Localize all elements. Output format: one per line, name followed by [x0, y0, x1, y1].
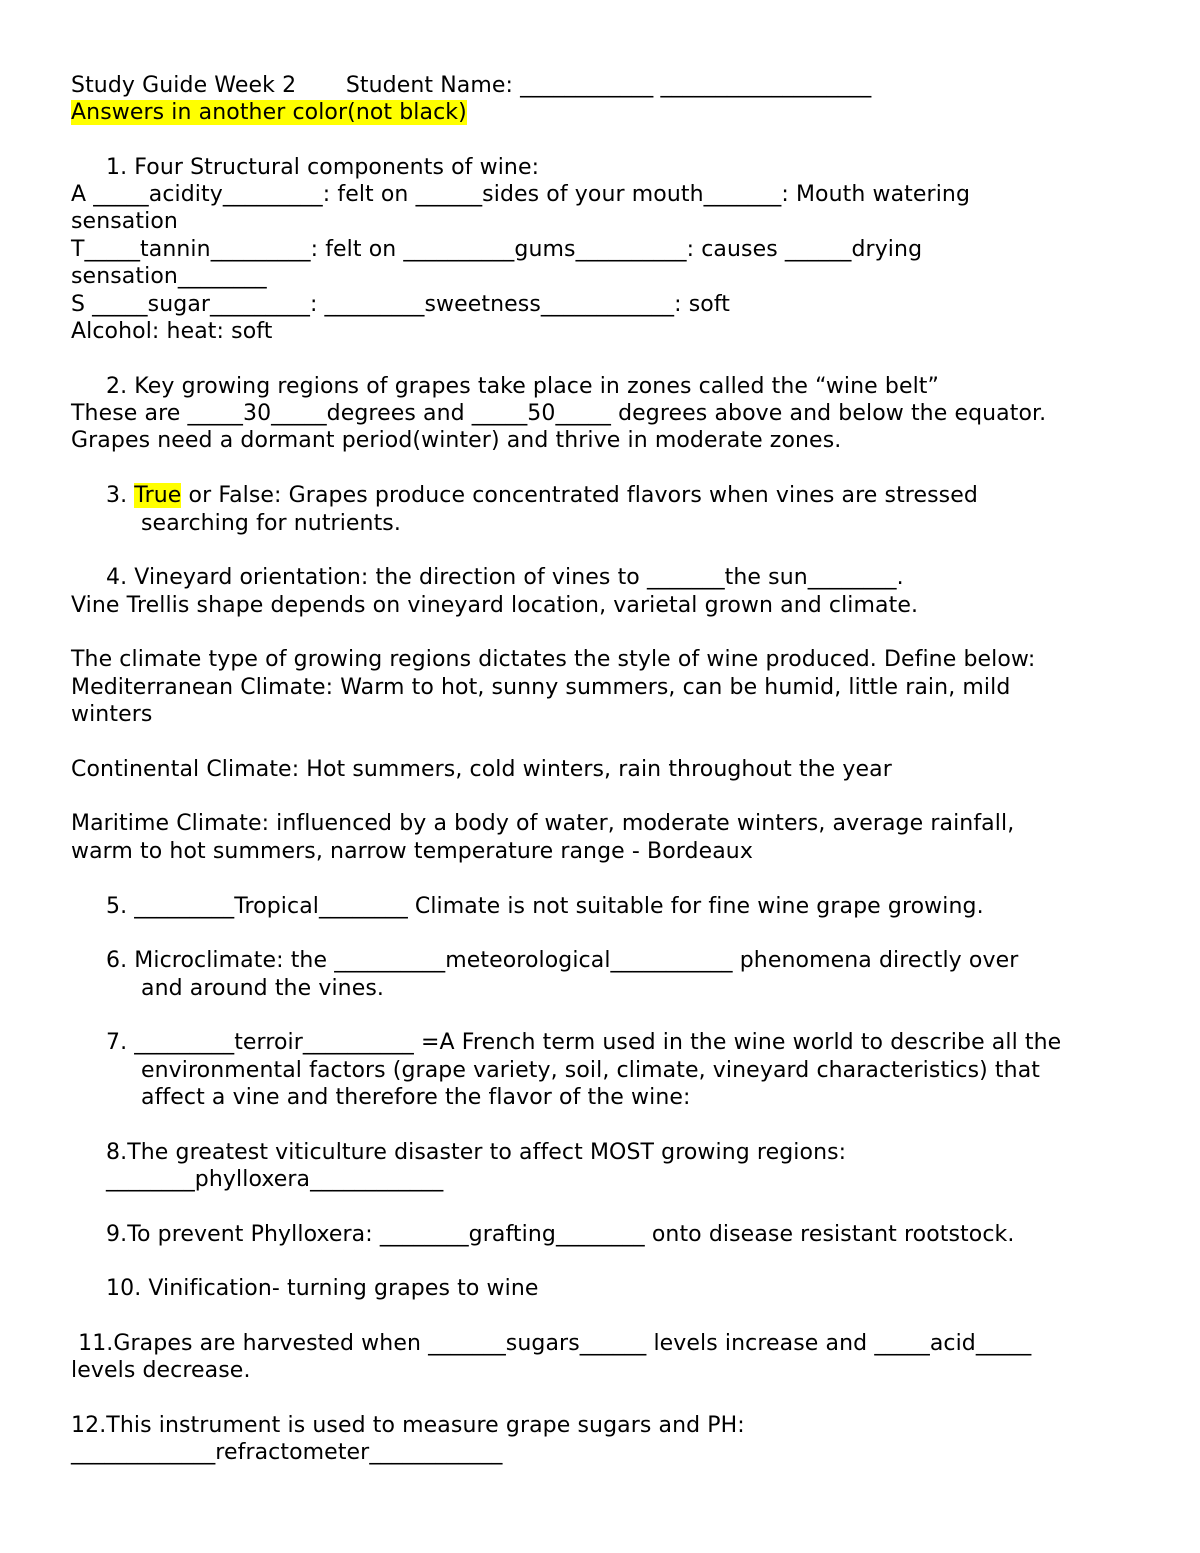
q11-cont: levels decrease.: [71, 1358, 251, 1383]
question-number: 2.: [106, 374, 128, 399]
question-text: _________terroir__________ =A French term used in the wine world to describe all the: [134, 1030, 1062, 1055]
question-number: 1.: [106, 155, 128, 180]
q1-acidity-line: A _____acidity_________: felt on ______sides of your mouth_______: Mouth watering: [71, 182, 971, 207]
question-number: 3.: [106, 483, 128, 508]
q1-tannin-line: T_____tannin_________: felt on __________gums__________: causes ______drying: [71, 237, 923, 262]
answers-color-note: Answers in another color(not black): [71, 100, 467, 125]
q2-line-3: Grapes need a dormant period(winter) and thrive in moderate zones.: [71, 428, 842, 453]
continental-climate: Continental Climate: Hot summers, cold winters, rain throughout the year: [71, 757, 892, 782]
question-2: [106, 373, 939, 400]
question-9: 9.To prevent Phylloxera: ________grafting________ onto disease resistant rootstock.: [106, 1222, 1015, 1247]
question-10: 10. Vinification- turning grapes to wine: [106, 1276, 539, 1301]
question-3: [106, 482, 978, 509]
question-7: [106, 1029, 1061, 1056]
q2-line-2: These are _____30_____degrees and _____50_____ degrees above and below the equator.: [71, 401, 1047, 426]
mediterranean-climate-cont: winters: [71, 702, 153, 727]
header-note: [71, 99, 467, 126]
question-5: [106, 893, 984, 920]
q7-cont-2: affect a vine and therefore the flavor of the wine:: [141, 1085, 691, 1110]
student-name-field: Student Name: ____________ ___________________: [345, 73, 872, 98]
question-text: Vineyard orientation: the direction of vines to _______the sun________.: [134, 565, 904, 590]
question-4: [106, 564, 904, 591]
question-number: 5.: [106, 894, 128, 919]
q4-line-2: Vine Trellis shape depends on vineyard location, varietal grown and climate.: [71, 593, 919, 618]
maritime-climate-cont: warm to hot summers, narrow temperature range - Bordeaux: [71, 839, 753, 864]
q12-answer: _____________refractometer____________: [71, 1440, 503, 1465]
question-11: 11.Grapes are harvested when _______sugars______ levels increase and _____acid_____: [71, 1331, 1032, 1356]
q7-cont-1: environmental factors (grape variety, soil, climate, vineyard characteristics) that: [141, 1058, 1041, 1083]
question-text: _________Tropical________ Climate is not suitable for fine wine grape growing.: [134, 894, 984, 919]
maritime-climate: Maritime Climate: influenced by a body of water, moderate winters, average rainfall,: [71, 811, 1015, 836]
q1-acidity-cont: sensation: [71, 209, 178, 234]
question-number: 4.: [106, 565, 128, 590]
question-6: [106, 947, 1018, 974]
question-text: Four Structural components of wine:: [134, 155, 540, 180]
question-text: Microclimate: the __________meteorological___________ phenomena directly over: [134, 948, 1019, 973]
q6-cont: and around the vines.: [141, 976, 384, 1001]
question-number: 7.: [106, 1030, 128, 1055]
q1-alcohol-line: Alcohol: heat: soft: [71, 319, 273, 344]
q3-cont: searching for nutrients.: [141, 511, 401, 536]
question-number: 6.: [106, 948, 128, 973]
document-title: Study Guide Week 2: [71, 73, 297, 98]
question-1: [106, 154, 539, 181]
question-text: or False: Grapes produce concentrated flavors when vines are stressed: [181, 483, 978, 508]
mediterranean-climate: Mediterranean Climate: Warm to hot, sunny summers, can be humid, little rain, mild: [71, 675, 1011, 700]
question-8: 8.The greatest viticulture disaster to affect MOST growing regions:: [106, 1140, 847, 1165]
q1-sugar-line: S _____sugar_________: _________sweetness____________: soft: [71, 292, 731, 317]
q8-answer: ________phylloxera____________: [106, 1167, 444, 1192]
q1-tannin-cont: sensation________: [71, 264, 267, 289]
climate-intro: The climate type of growing regions dictates the style of wine produced. Define below:: [71, 647, 1036, 672]
question-12: 12.This instrument is used to measure grape sugars and PH:: [71, 1413, 745, 1438]
header-line: [71, 72, 871, 99]
true-answer-highlight: True: [134, 483, 182, 508]
question-text: Key growing regions of grapes take place in zones called the “wine belt”: [134, 374, 940, 399]
